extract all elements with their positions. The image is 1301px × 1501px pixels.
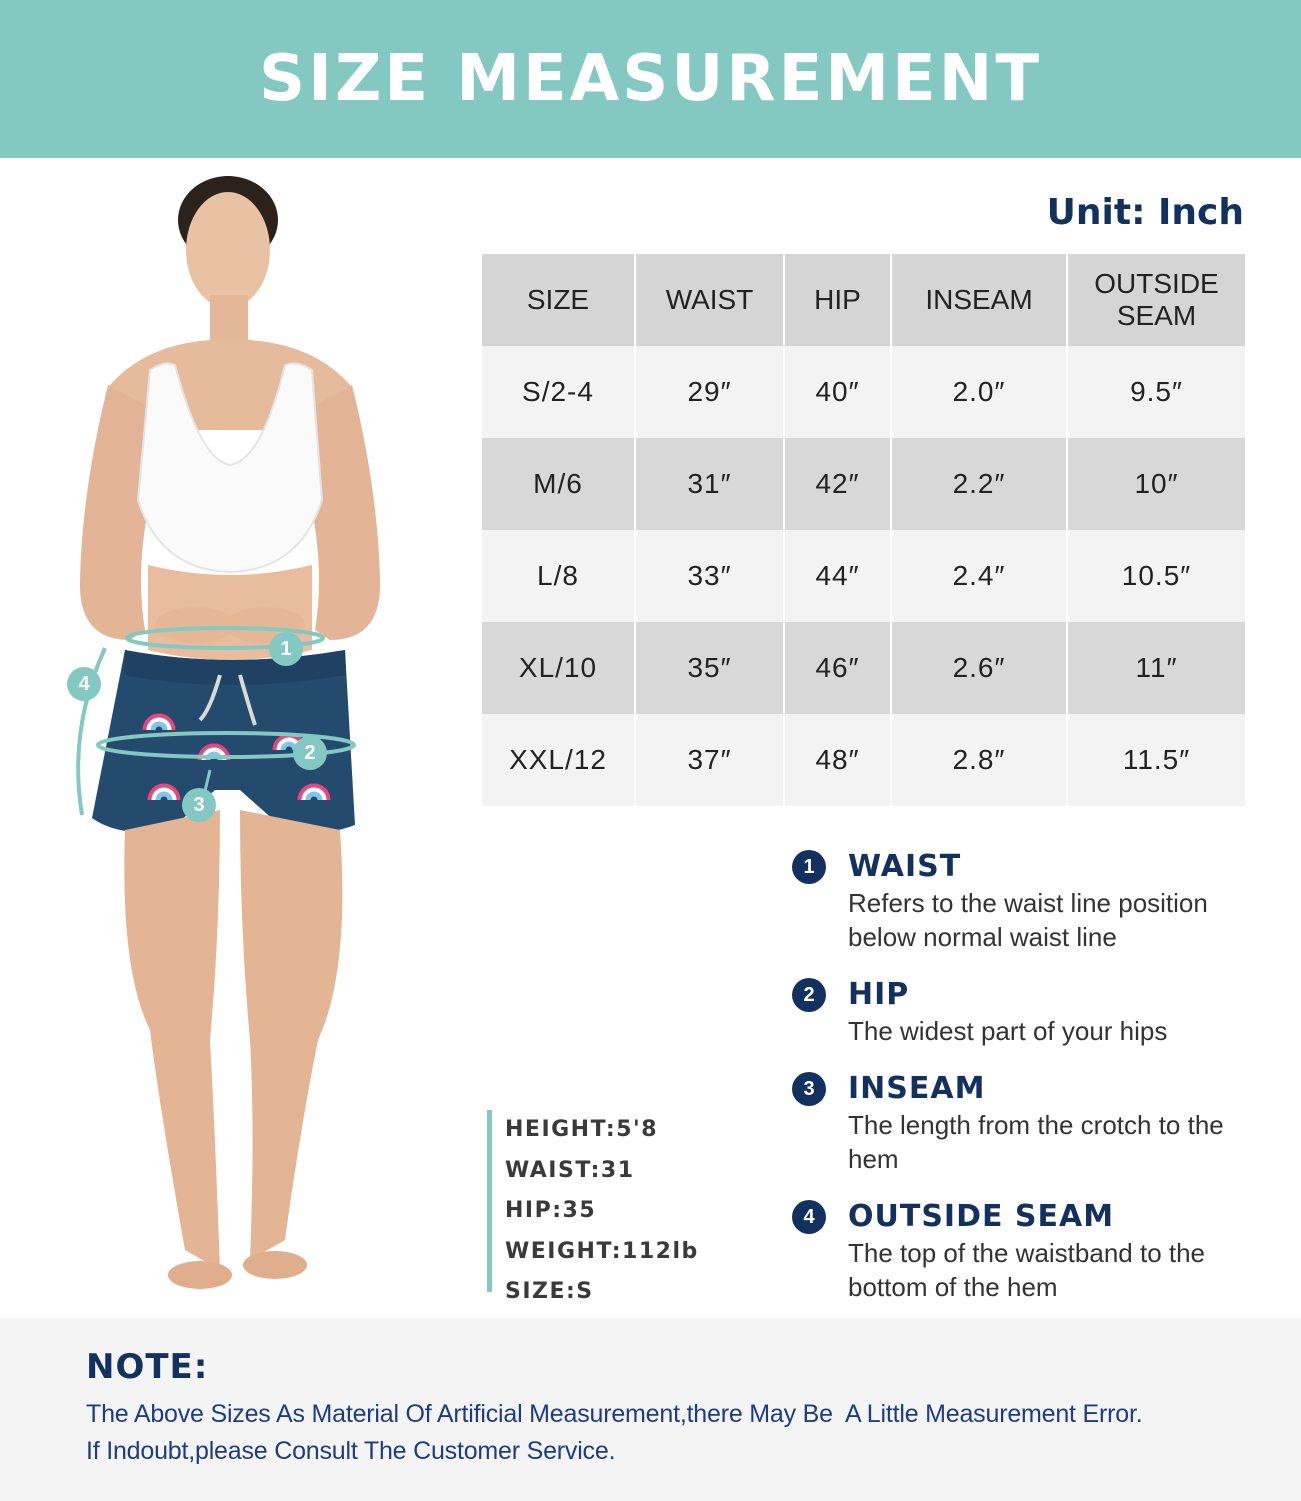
table-cell: 31″ [635, 438, 784, 530]
table-cell: 2.6″ [891, 622, 1067, 714]
note-section [0, 1318, 1301, 1501]
model-waist: WAIST:31 [505, 1157, 635, 1183]
number-badge-2: 2 [792, 978, 826, 1012]
unit-label: Unit: Inch [1046, 192, 1244, 233]
table-cell: 40″ [784, 346, 891, 438]
table-cell: M/6 [482, 438, 635, 530]
marker-1: 1 [269, 632, 303, 666]
title-banner [0, 0, 1301, 158]
table-cell: 2.8″ [891, 714, 1067, 806]
model-illustration [50, 170, 430, 1300]
table-row [482, 530, 1245, 622]
table-row [482, 622, 1245, 714]
definition-term: WAIST [848, 849, 962, 884]
table-cell: 9.5″ [1067, 346, 1245, 438]
table-cell: 42″ [784, 438, 891, 530]
model-weight: WEIGHT:112lb [505, 1238, 699, 1264]
table-cell: XXL/12 [482, 714, 635, 806]
definition-hip [790, 978, 1270, 1048]
table-header-row [482, 254, 1245, 346]
number-badge-4: 4 [792, 1200, 826, 1234]
definition-description: The top of the waistband to the bottom of the hem [848, 1238, 1206, 1302]
model-hip: HIP:35 [505, 1198, 597, 1223]
definition-term: OUTSIDE SEAM [848, 1199, 1115, 1234]
note-line-1: The Above Sizes As Material Of Artificial Measurement,there May Be A Little Measurement Error. [86, 1400, 1143, 1428]
table-cell: L/8 [482, 530, 635, 622]
table-cell: 44″ [784, 530, 891, 622]
definition-description: The length from the crotch to the hem [848, 1110, 1224, 1174]
table-row [482, 438, 1245, 530]
definition-outside-seam [790, 1200, 1270, 1304]
note-heading: NOTE: [86, 1347, 209, 1387]
definition-term: HIP [848, 977, 910, 1012]
table-cell: 2.0″ [891, 346, 1067, 438]
model-size: SIZE:S [505, 1279, 594, 1304]
table-cell: XL/10 [482, 622, 635, 714]
table-cell: 48″ [784, 714, 891, 806]
size-table [482, 254, 1245, 806]
definition-description: The widest part of your hips [848, 1016, 1168, 1046]
marker-4: 4 [67, 667, 101, 701]
header-outside-seam: OUTSIDE SEAM [1067, 254, 1245, 346]
table-cell: 2.4″ [891, 530, 1067, 622]
header-waist: WAIST [635, 254, 784, 346]
table-cell: 37″ [635, 714, 784, 806]
model-stats [487, 1110, 765, 1304]
table-cell: 11.5″ [1067, 714, 1245, 806]
table-cell: 29″ [635, 346, 784, 438]
number-badge-1: 1 [792, 850, 826, 884]
table-cell: 11″ [1067, 622, 1245, 714]
definition-inseam [790, 1072, 1270, 1176]
model-height: HEIGHT:5'8 [505, 1117, 659, 1142]
table-cell: 35″ [635, 622, 784, 714]
definition-term: INSEAM [848, 1071, 986, 1106]
table-cell: S/2-4 [482, 346, 635, 438]
definition-waist [790, 850, 1270, 954]
model-figure [50, 170, 430, 1300]
definition-description: Refers to the waist line position below normal waist line [848, 888, 1208, 952]
marker-3: 3 [182, 788, 216, 822]
note-line-2: If Indoubt,please Consult The Customer Service. [86, 1437, 616, 1465]
header-inseam: INSEAM [891, 254, 1067, 346]
table-row [482, 346, 1245, 438]
header-size: SIZE [482, 254, 635, 346]
measurement-definitions [790, 850, 1270, 1324]
table-cell: 10.5″ [1067, 530, 1245, 622]
table-cell: 33″ [635, 530, 784, 622]
number-badge-3: 3 [792, 1072, 826, 1106]
page-title: SIZE MEASUREMENT [259, 42, 1042, 116]
table-cell: 2.2″ [891, 438, 1067, 530]
table-cell: 10″ [1067, 438, 1245, 530]
header-hip: HIP [784, 254, 891, 346]
table-row [482, 714, 1245, 806]
table-cell: 46″ [784, 622, 891, 714]
marker-2: 2 [293, 736, 327, 770]
